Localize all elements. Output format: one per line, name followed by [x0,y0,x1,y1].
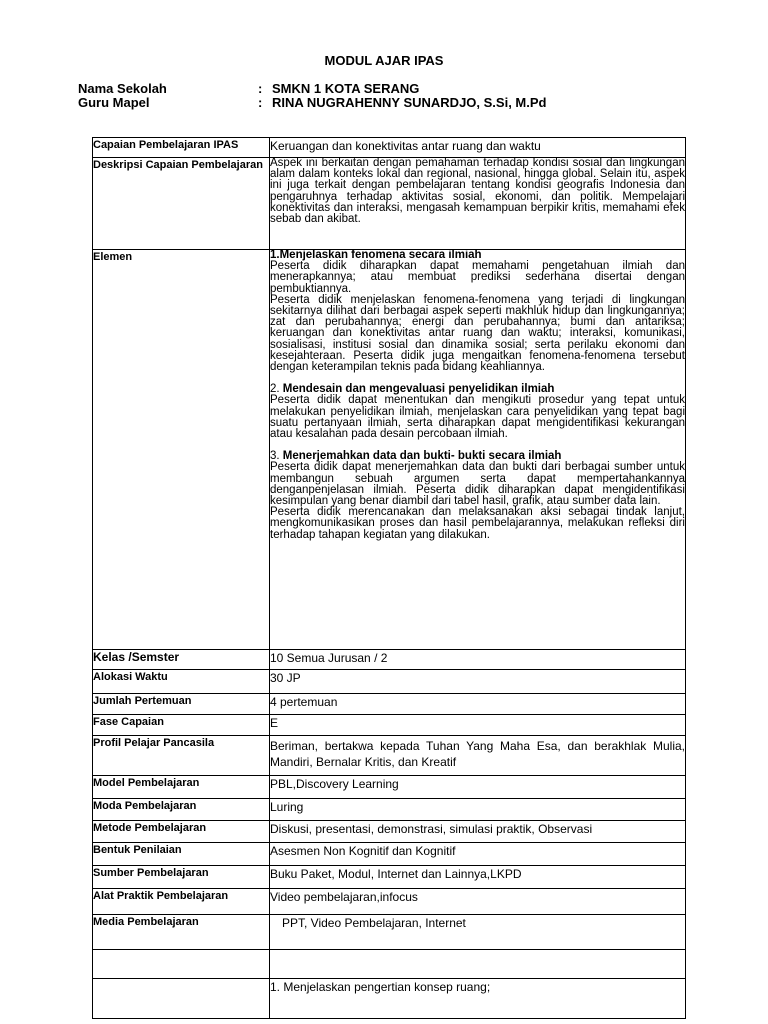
school-label: Nama Sekolah [78,81,167,96]
deskripsi-value: Aspek ini berkaitan dengan pemahaman terhadap kondisi sosial dan lingkungan alam dalam konteks lokal dan regional, nasional, hingga global. Selain itu, aspek ini juga terkait dengan pembelajaran tentang kondisi geografis Indonesia dan pengaruhnya terhadap aktivitas sosial, ekonomi, dan politik. Mempelajari konektivitas dan interaksi, mengasah kemampuan berpikir kritis, memahami efek sebab dan akibat. [270,158,686,250]
profil-value: Beriman, bertakwa kepada Tuhan Yang Maha Esa, dan berakhlak Mulia, Mandiri, Bernalar Kritis, dan Kreatif [270,736,686,776]
row-sumber [93,866,686,889]
school-separator: : [258,81,263,96]
row-kelas [93,650,686,670]
module-table [92,137,686,1019]
row-capaian [93,138,686,158]
tujuan-value [270,979,686,1019]
row-alat [93,889,686,915]
teacher-label: Guru Mapel [78,95,150,110]
sumber-value: Buku Paket, Modul, Internet dan Lainnya,LKPD [270,866,686,889]
row-tujuan [93,979,686,1019]
sumber-label: Sumber Pembelajaran [93,866,270,889]
elemen-3-paragraph: Peserta didik merencanakan dan melaksanakan aksi sebagai tindak lanjut, mengkomunikasikan proses dan hasil pembelajarannya, melakukan refleksi diri terhadap tahapan kegiatan yang dilakukan. [270,506,685,541]
document-title: MODUL AJAR IPAS [324,53,444,68]
tujuan-label [93,979,270,1019]
school-value: SMKN 1 KOTA SERANG [272,81,420,96]
row-alokasi [93,670,686,694]
alat-value: Video pembelajaran,infocus [270,889,686,915]
fase-value: E [270,715,686,736]
alokasi-label: Alokasi Waktu [93,670,270,694]
elemen-3-heading: 3. Menerjemahkan data dan bukti- bukti secara ilmiah [270,450,562,463]
row-empty [93,950,686,979]
row-profil [93,736,686,776]
row-moda [93,799,686,821]
row-model [93,776,686,799]
tujuan-text: Menjelaskan pengertian konsep ruang; [283,980,491,994]
media-label: Media Pembelajaran [93,915,270,950]
row-jumlah [93,694,686,715]
row-elemen [93,250,686,650]
elemen-label: Elemen [93,250,270,650]
teacher-separator: : [258,95,263,110]
row-bentuk [93,843,686,866]
empty-value [270,950,686,979]
metode-label: Metode Pembelajaran [93,821,270,843]
row-media [93,915,686,950]
capaian-value: Keruangan dan konektivitas antar ruang dan waktu [270,138,686,158]
jumlah-label: Jumlah Pertemuan [93,694,270,715]
bentuk-label: Bentuk Penilaian [93,843,270,866]
fase-label: Fase Capaian [93,715,270,736]
elemen-2-paragraph: Peserta didik dapat menentukan dan mengikuti prosedur yang tepat untuk melakukan penyelidikan ilmiah, menjelaskan cara penyelidikan yang tepat bagi suatu pertanyaan ilmiah, serta diharapkan dapat mengidentifikasi kekurangan atau kesalahan pada desain percobaan ilmiah. [270,394,685,441]
alokasi-value: 30 JP [270,670,686,694]
row-metode [93,821,686,843]
elemen-2-heading: 2. Mendesain dan mengevaluasi penyelidikan ilmiah [270,383,555,396]
tujuan-number: 1. [270,980,281,994]
elemen-3-paragraph: Peserta didik dapat menerjemahkan data dan bukti dari berbagai sumber untuk membangun sebuah argumen serta dapat mempertahankannya denganpenjelasan ilmiah. Peserta didik diharapkan dapat mengidentifikasi kesimpulan yang benar diambil dari tabel hasil, grafik, atau sumber data lain. [270,461,685,508]
moda-label: Moda Pembelajaran [93,799,270,821]
kelas-label: Kelas /Semster [93,650,270,670]
row-fase [93,715,686,736]
row-deskripsi [93,158,686,250]
profil-label: Profil Pelajar Pancasila [93,736,270,776]
bentuk-value: Asesmen Non Kognitif dan Kognitif [270,843,686,866]
elemen-1-paragraph: Peserta didik menjelaskan fenomena-fenomena yang terjadi di lingkungan sekitarnya dilihat dari berbagai aspek seperti makhluk hidup dan lingkungannya; zat dan perubahannya; energi dan perubahannya; bumi dan antariksa; keruangan dan konektivitas antar ruang dan waktu; interaksi, komunikasi, sosialisasi, institusi sosial dan dinamika sosial; serta perilaku ekonomi dan kesejahteraan. Peserta didik juga mengaitkan fenomena-fenomena tersebut dengan keterampilan teknis pada bidang keahliannya. [270,293,685,374]
kelas-value: 10 Semua Jurusan / 2 [270,650,686,670]
alat-label: Alat Praktik Pembelajaran [93,889,270,915]
elemen-1-heading: 1.Menjelaskan fenomena secara ilmiah [270,249,482,261]
model-label: Model Pembelajaran [93,776,270,799]
elemen-1-paragraph: Peserta didik diharapkan dapat memahami pengetahuan ilmiah dan menerapkannya; atau membuat prediksi sederhana disertai dengan pembuktiannya. [270,260,685,295]
media-value: PPT, Video Pembelajaran, Internet [270,915,686,950]
jumlah-value: 4 pertemuan [270,694,686,715]
model-value: PBL,Discovery Learning [270,776,686,799]
empty-label [93,950,270,979]
teacher-value: RINA NUGRAHENNY SUNARDJO, S.Si, M.Pd [272,95,547,110]
metode-value: Diskusi, presentasi, demonstrasi, simulasi praktik, Observasi [270,821,686,843]
capaian-label: Capaian Pembelajaran IPAS [93,138,270,158]
elemen-value [270,250,686,650]
deskripsi-label: Deskripsi Capaian Pembelajaran [93,158,270,250]
moda-value: Luring [270,799,686,821]
